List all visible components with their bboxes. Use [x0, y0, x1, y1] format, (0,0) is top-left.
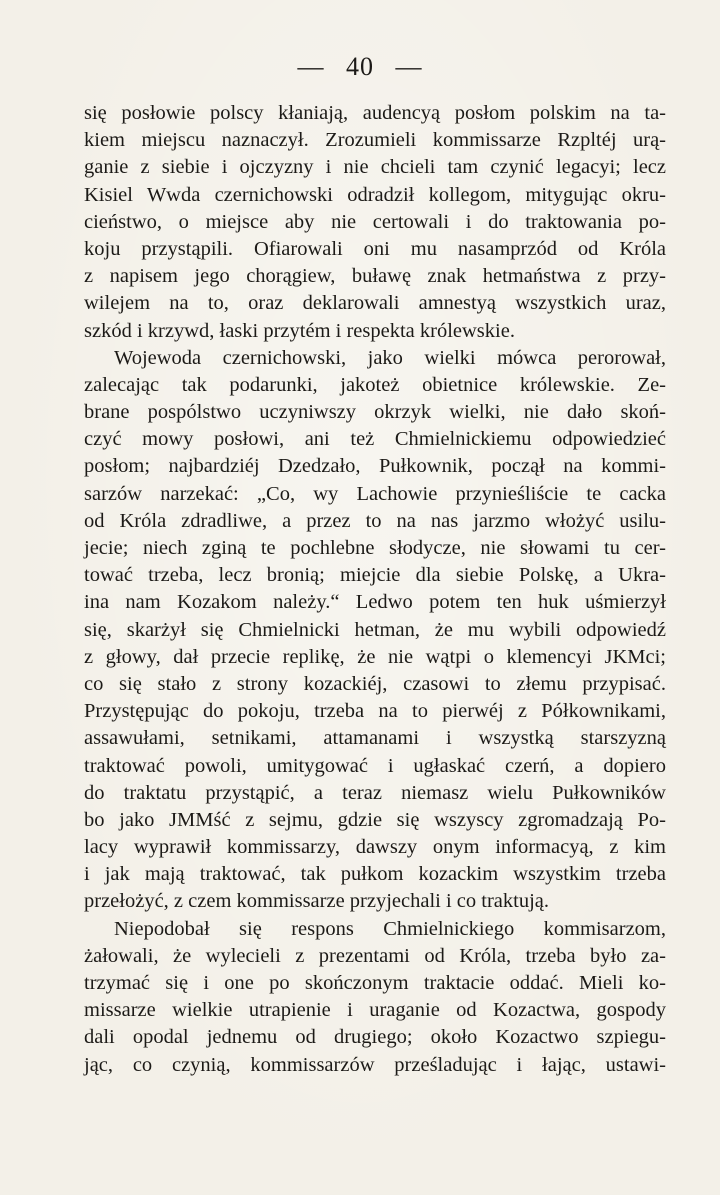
text-line: kiem miejscu naznaczył. Zrozumieli kommissarze Rzpltéj urą- [84, 129, 666, 152]
header-dash-left: — [297, 52, 325, 81]
text-line: co się stało z strony kozackiéj, czasowi to złemu przypisać. [84, 672, 666, 695]
text-line: Wojewoda czernichowski, jako wielki mówca perorował, [114, 346, 666, 369]
text-line: tować trzeba, lecz bronią; miejcie dla siebie Polskę, a Ukra- [84, 564, 666, 587]
text-line: się posłowie polscy kłaniają, audencyą posłom polskim na ta- [84, 102, 666, 124]
text-line: lacy wyprawił kommissarzy, dawszy onym informacyą, z kim [84, 836, 666, 859]
text-line: Niepodobał się respons Chmielnickiego kommisarzom, [114, 917, 666, 940]
header-dash-right: — [395, 52, 423, 81]
page-header [0, 52, 720, 82]
text-line: szkód i krzywd, łaski przytém i respekta królewskie. [84, 319, 515, 342]
text-line: z napisem jego chorągiew, buławę znak hetmaństwa z przy- [84, 265, 666, 288]
text-line: missarze wielkie utrapienie i uraganie od Kozactwa, gospody [84, 999, 666, 1022]
body-text [84, 100, 666, 1079]
text-line: assawułami, setnikami, attamanami i wszystką starszyzną [84, 727, 666, 750]
text-line: ina nam Kozakom należy.“ Ledwo potem ten huk uśmierzył [84, 591, 666, 614]
text-line: i jak mają traktować, tak pułkom kozackim wszystkim trzeba [84, 863, 666, 886]
text-line: traktować powoli, umitygować i ugłaskać czerń, a dopiero [84, 754, 666, 777]
page-number: 40 [346, 52, 374, 81]
text-line: jąc, co czynią, kommissarzów prześladując i łając, ustawi- [84, 1053, 666, 1076]
text-line: trzymać się i one po skończonym traktacie oddać. Mieli ko- [84, 972, 666, 994]
text-line: ganie z siebie i ojczyzny i nie chcieli tam czynić legacyi; lecz [84, 156, 666, 179]
text-line: brane pospólstwo uczyniwszy okrzyk wielki, nie dało skoń- [84, 401, 666, 424]
text-line: do traktatu przystąpić, a teraz niemasz wielu Pułkowników [84, 781, 666, 804]
text-line: jecie; niech zginą te pochlebne słodycze, nie słowami tu cer- [84, 537, 666, 559]
text-line: Kisiel Wwda czernichowski odradził kollegom, mitygując okru- [84, 183, 666, 206]
text-line: zalecając tak podarunki, jakoteż obietnice królewskie. Ze- [84, 373, 666, 396]
text-line: przełożyć, z czem kommissarze przyjechali i co traktują. [84, 890, 550, 913]
text-line: koju przystąpili. Ofiarowali oni mu nasamprzód od Króla [84, 237, 666, 260]
text-line: cieństwo, o miejsce aby nie certowali i do traktowania po- [84, 210, 666, 233]
text-line: się, skarżył się Chmielnicki hetman, że mu wybili odpowiedź [84, 618, 666, 641]
text-line: wilejem na to, oraz deklarowali amnestyą wszystkich uraz, [84, 292, 666, 315]
text-line: bo jako JMMść z sejmu, gdzie się wszyscy zgromadzają Po- [84, 808, 666, 831]
text-line: dali opodal jednemu od drugiego; około Kozactwo szpiegu- [84, 1026, 666, 1049]
text-line: od Króla zdradliwe, a przez to na nas jarzmo włożyć usilu- [84, 509, 666, 532]
text-line: z głowy, dał przecie replikę, że nie wątpi o klemencyi JKMci; [84, 645, 666, 668]
text-line: czyć mowy posłowi, ani też Chmielnickiemu odpowiedzieć [84, 428, 666, 451]
text-line: sarzów narzekać: „Co, wy Lachowie przynieśliście te cacka [84, 482, 666, 505]
text-line: posłom; najbardziéj Dzedzało, Pułkownik, począł na kommi- [84, 455, 666, 478]
text-line: Przystępując do pokoju, trzeba na to pierwéj z Półkownikami, [84, 700, 666, 723]
text-line: żałowali, że wylecieli z prezentami od Króla, trzeba było za- [84, 944, 666, 967]
